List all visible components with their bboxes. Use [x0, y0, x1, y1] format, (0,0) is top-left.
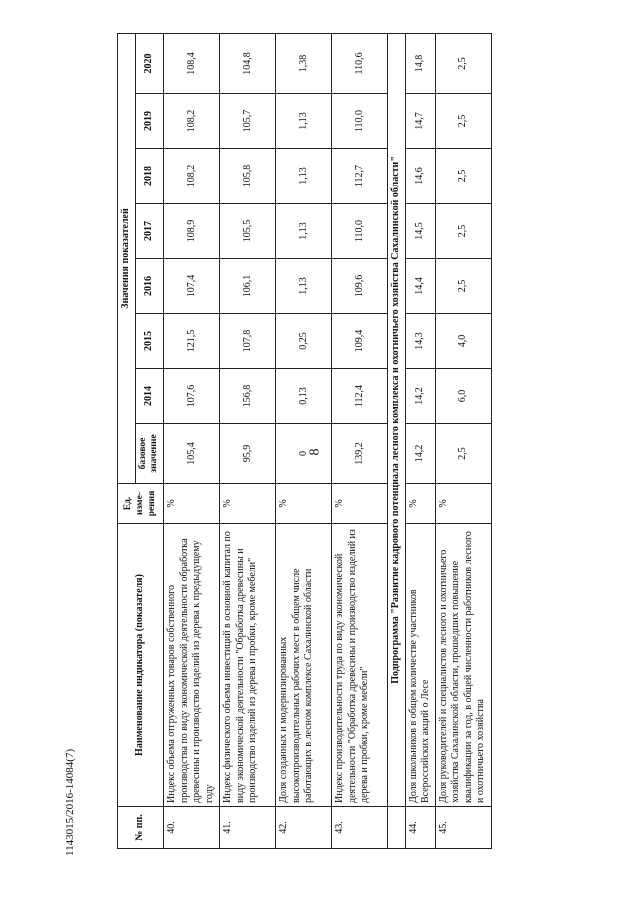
row-unit: % [276, 484, 332, 524]
row-value: 2,5 [435, 259, 491, 314]
page-number: 8 [307, 448, 323, 456]
indicators-table [117, 33, 492, 849]
row-value: 14,5 [405, 204, 435, 259]
row-value: 14,3 [405, 314, 435, 369]
subprogram-row [388, 33, 406, 848]
row-value: 2,5 [435, 149, 491, 204]
row-unit: % [332, 484, 388, 524]
row-unit: % [220, 484, 276, 524]
row-value: 1,13 [276, 149, 332, 204]
header-name: Наименование индикатора (показателя) [118, 524, 164, 807]
table-row [332, 33, 388, 848]
row-value: 104,8 [220, 33, 276, 93]
header-year: 2017 [135, 204, 164, 259]
row-value: 108,2 [164, 149, 220, 204]
row-base: 105,4 [164, 424, 220, 484]
row-base: 95,9 [220, 424, 276, 484]
row-num: 42. [276, 807, 332, 849]
row-name: Доля школьников в общем количестве участников Всероссийских акций о Лесе [405, 524, 435, 807]
row-value: 121,5 [164, 314, 220, 369]
row-value: 2,5 [435, 204, 491, 259]
row-value: 105,8 [220, 149, 276, 204]
row-name: Индекс производительности труда по виду экономической деятельности "Обработка древесины и производство изделий из дерева и пробки, кроме мебели" [332, 524, 388, 807]
row-num: 45. [435, 807, 491, 849]
row-base: 2,5 [435, 424, 491, 484]
row-name: Индекс объема отгруженных товаров собственного производства по виду экономической деятельности обработка древесины и производство изделий из дерева к предыдущему году [164, 524, 220, 807]
row-value: 14,7 [405, 94, 435, 149]
row-value: 14,8 [405, 33, 435, 93]
header-year: 2019 [135, 94, 164, 149]
row-name: Доля руководителей и специалистов лесного и охотничьего хозяйства Сахалинской области, прошедших повышение квалификации за год, в общей численности работников лесного и охотничьего хозяйства [435, 524, 491, 807]
row-value: 112,7 [332, 149, 388, 204]
header-year: 2015 [135, 314, 164, 369]
table-row [220, 33, 276, 848]
subprogram-empty-cell [388, 807, 406, 849]
row-value: 107,6 [164, 369, 220, 424]
row-value: 107,8 [220, 314, 276, 369]
row-name: Доля созданных и модернизированных высокопроизводительных рабочих мест в общем числе работающих в лесном комплексе Сахалинской области [276, 524, 332, 807]
header-base: базовое значение [135, 424, 164, 484]
row-value: 108,2 [164, 94, 220, 149]
row-value: 6,0 [435, 369, 491, 424]
row-value: 1,13 [276, 94, 332, 149]
row-value: 105,7 [220, 94, 276, 149]
row-base: 14,2 [405, 424, 435, 484]
row-base: 139,2 [332, 424, 388, 484]
indicators-table-container [117, 34, 487, 849]
row-name: Индекс физического объема инвестиций в основной капитал по виду экономической деятельности "Обработка древесины и производство изделий из дерева и пробки, кроме мебели" [220, 524, 276, 807]
row-value: 14,2 [405, 369, 435, 424]
header-year: 2018 [135, 149, 164, 204]
row-num: 41. [220, 807, 276, 849]
row-value: 0,13 [276, 369, 332, 424]
row-value: 14,6 [405, 149, 435, 204]
row-value: 110,0 [332, 94, 388, 149]
subprogram-title: Подпрограмма "Развитие кадрового потенциала лесного комплекса и охотничьего хозяйства Сахалинской области" [388, 33, 406, 806]
row-value: 0,25 [276, 314, 332, 369]
header-values-group: Значения показателей [118, 33, 136, 483]
row-unit: % [405, 484, 435, 524]
header-num: № пп. [118, 807, 164, 849]
header-year: 2014 [135, 369, 164, 424]
header-year: 2016 [135, 259, 164, 314]
row-value: 106,1 [220, 259, 276, 314]
row-value: 156,8 [220, 369, 276, 424]
row-value: 108,4 [164, 33, 220, 93]
row-unit: % [164, 484, 220, 524]
table-row [435, 33, 491, 848]
row-value: 2,5 [435, 33, 491, 93]
row-value: 14,4 [405, 259, 435, 314]
row-value: 1,13 [276, 259, 332, 314]
rotated-table-area [117, 34, 487, 849]
row-num: 44. [405, 807, 435, 849]
document-code: 1143015/2016-14084(7) [64, 748, 76, 856]
row-value: 107,4 [164, 259, 220, 314]
table-row [405, 33, 435, 848]
row-value: 105,5 [220, 204, 276, 259]
row-value: 2,5 [435, 94, 491, 149]
row-num: 40. [164, 807, 220, 849]
row-value: 109,6 [332, 259, 388, 314]
row-value: 108,9 [164, 204, 220, 259]
row-value: 109,4 [332, 314, 388, 369]
table-row [164, 33, 220, 848]
header-year: 2020 [135, 33, 164, 93]
header-row-1 [118, 33, 136, 848]
row-value: 4,0 [435, 314, 491, 369]
row-value: 110,0 [332, 204, 388, 259]
row-value: 1,38 [276, 33, 332, 93]
row-value: 110,6 [332, 33, 388, 93]
row-num: 43. [332, 807, 388, 849]
header-unit: Ед. изме-рения [118, 484, 164, 524]
row-value: 1,13 [276, 204, 332, 259]
table-row [276, 33, 332, 848]
row-value: 112,4 [332, 369, 388, 424]
row-base: 0 [276, 424, 332, 484]
row-unit: % [435, 484, 491, 524]
